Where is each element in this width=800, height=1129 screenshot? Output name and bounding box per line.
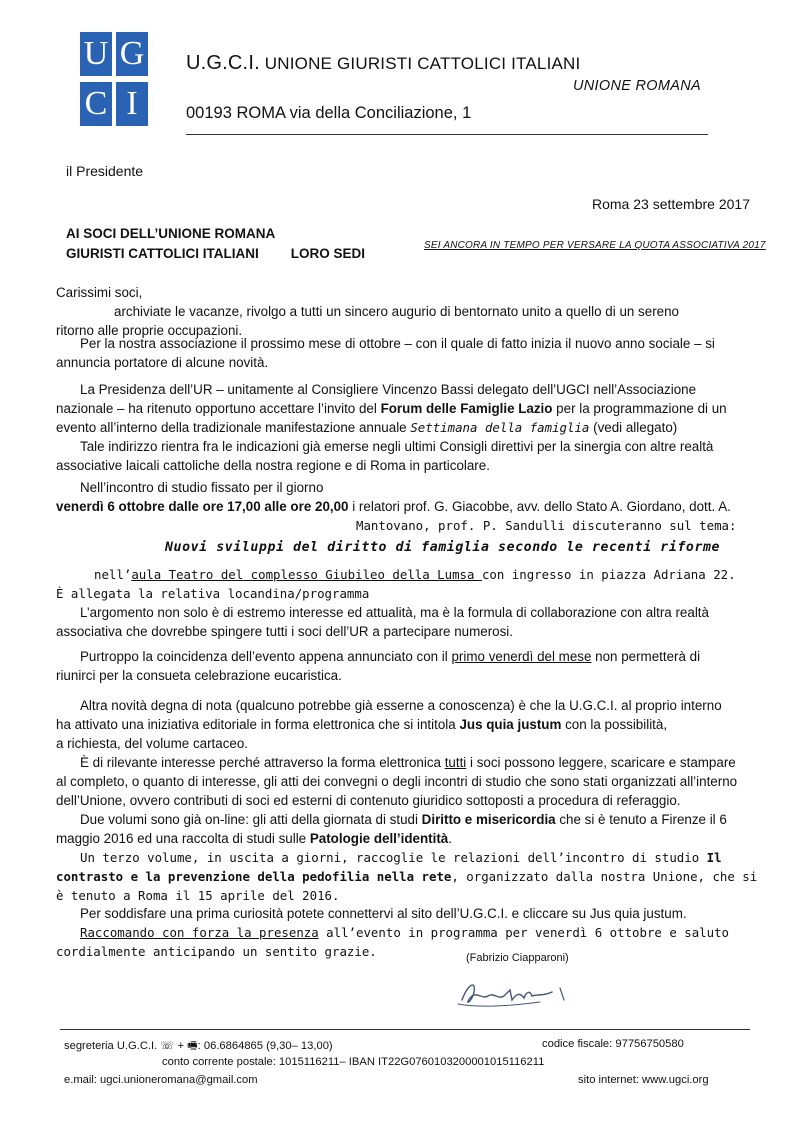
- para4-line2: associative laicali cattoliche della nostra regione e di Roma in particolare.: [56, 458, 490, 473]
- primo-venerdi: primo venerdì del mese: [451, 649, 592, 664]
- para9-text: con la possibilità,: [561, 717, 668, 732]
- para6-text: nell’: [94, 567, 132, 582]
- footer-website: sito internet: www.ugci.org: [578, 1074, 709, 1086]
- para1-line1: archiviate le vacanze, rivolgo a tutti un sincero augurio di bentornato unito a quello di un sereno: [114, 304, 679, 319]
- logo-letter-u: U: [80, 32, 112, 76]
- para12-text: Un terzo volume, in uscita a giorni, raccoglie le relazioni dell’incontro di studio: [80, 850, 707, 865]
- header-divider: [186, 134, 708, 135]
- logo-letter-c: C: [80, 82, 112, 126]
- para14-line1: [80, 923, 729, 942]
- jus-quia-justum: Jus quia justum: [459, 717, 562, 732]
- diritto-misericordia: Diritto e misericordia: [421, 812, 556, 827]
- raccomando: Raccomando con forza la presenza: [80, 925, 319, 940]
- footer-codice-fiscale: codice fiscale: 97756750580: [542, 1038, 684, 1050]
- para6-line1: [94, 565, 736, 584]
- para3-text: evento all’interno della tradizionale manifestazione annuale: [56, 420, 411, 435]
- para10-line2: al completo, o quanto di interesse, gli atti dei convegni o degli incontri di studio che sono stati organizzati all’interno: [56, 774, 738, 789]
- volume-title-start: Il: [706, 850, 722, 865]
- para6-text: con ingresso in piazza Adriana 22.: [481, 567, 736, 582]
- org-fullname: UNIONE GIURISTI CATTOLICI ITALIANI: [264, 54, 581, 73]
- org-name: [186, 52, 580, 75]
- para11-text: .: [448, 831, 452, 846]
- para8-line2: riunirci per la consueta celebrazione eucaristica.: [56, 668, 342, 683]
- president-label: il Presidente: [66, 163, 144, 179]
- para3-text: nazionale – ha ritenuto opportuno accettare l’invito del: [56, 401, 381, 416]
- footer-email: e.mail: ugci.unioneromana@gmail.com: [64, 1074, 258, 1086]
- para12-line3: è tenuto a Roma il 15 aprile del 2016.: [56, 888, 340, 903]
- para9-line1: Altra novità degna di nota (qualcuno potrebbe già esserne a conoscenza) è che la U.G.C.I. al proprio interno: [80, 698, 722, 713]
- handwritten-signature: [440, 970, 588, 1016]
- para10-line1: [80, 753, 736, 772]
- para4-line1: Tale indirizzo rientra fra le indicazioni già emerse negli ultimi Consigli direttivi per la sinergia con altre realtà: [80, 439, 714, 454]
- para9-text: ha attivato una iniziativa editoriale in forma elettronica che si intitola: [56, 717, 460, 732]
- para3-line3: [56, 418, 677, 437]
- para3-line1: La Presidenza dell’UR – unitamente al Consigliere Vincenzo Bassi delegato dell’UGCI nell’Associazione: [80, 382, 697, 397]
- para11-line1: [80, 810, 727, 829]
- para7-line2: associativa che dovrebbe spingere tutti i soci dell’UR a partecipare numerosi.: [56, 624, 514, 639]
- para13: Per soddisfare una prima curiosità potete connettervi al sito dell’U.G.C.I. e cliccare su Jus quia justum.: [80, 906, 687, 921]
- para8-text: Purtroppo la coincidenza dell’evento appena annunciato con il: [80, 649, 452, 664]
- addressee-org: GIURISTI CATTOLICI ITALIANI: [66, 246, 259, 261]
- para5-text: i relatori prof. G. Giacobbe, avv. dello Stato A. Giordano, dott. A.: [348, 499, 731, 514]
- para7-line1: L’argomento non solo è di estremo interesse ed attualità, ma è la formula di collaborazione con altra realtà: [80, 605, 709, 620]
- para5-line2: [56, 497, 731, 516]
- para14-line2: cordialmente anticipando un sentito grazie.: [56, 944, 377, 959]
- para11-text: Due volumi sono già on-line: gli atti della giornata di studi: [80, 812, 422, 827]
- volume-title-rest: contrasto e la prevenzione della pedofilia nella rete: [56, 869, 452, 884]
- letter-date: Roma 23 settembre 2017: [592, 196, 750, 212]
- patologie-identita: Patologie dell’identità: [309, 831, 449, 846]
- footer-segreteria: segreteria U.G.C.I. ☏ + 🖷: 06.6864865 (9,30– 13,00): [64, 1040, 333, 1052]
- para2-line2: annuncia portatore di alcune novità.: [56, 355, 269, 370]
- tutti-underlined: tutti: [444, 755, 467, 770]
- forum-famiglie: Forum delle Famiglie Lazio: [380, 401, 553, 416]
- event-venue: aula Teatro del complesso Giubileo della Lumsa: [131, 567, 482, 582]
- event-topic: Nuovi sviluppi del diritto di famiglia secondo le recenti riforme: [165, 540, 721, 555]
- signature-scribble-icon: [440, 970, 588, 1016]
- para1-line2: ritorno alle proprie occupazioni.: [56, 323, 243, 338]
- para12-line1: [80, 848, 722, 867]
- signatory-name: (Fabrizio Ciapparoni): [466, 952, 569, 964]
- para10-text: È di rilevante interesse perché attraverso la forma elettronica: [80, 755, 445, 770]
- logo-letter-g: G: [116, 32, 148, 76]
- para5-line1: Nell’incontro di studio fissato per il giorno: [80, 480, 324, 495]
- para10-line3: dell’Unione, ovvero contributi di soci ed esterni di contenuto giuridico sottoposti a procedura di referaggio.: [56, 793, 681, 808]
- para11-line2: [56, 829, 452, 848]
- para14-text: all’evento in programma per venerdì 6 ottobre e saluto: [318, 925, 730, 940]
- membership-reminder: SEI ANCORA IN TEMPO PER VERSARE LA QUOTA ASSOCIATIVA 2017: [424, 240, 766, 251]
- para3-text: (vedi allegato): [589, 420, 678, 435]
- org-address: 00193 ROMA via della Conciliazione, 1: [186, 104, 472, 122]
- ugci-logo: [80, 32, 150, 130]
- para3-line2: [56, 399, 727, 418]
- addressee-loro-sedi: LORO SEDI: [290, 246, 366, 261]
- logo-letter-i: I: [116, 82, 148, 126]
- footer-divider: [60, 1029, 750, 1030]
- para9-line3: a richiesta, del volume cartaceo.: [56, 736, 249, 751]
- addressee-line-1: AI SOCI DELL’UNIONE ROMANA: [66, 226, 276, 241]
- para11-text: che si è tenuto a Firenze il 6: [555, 812, 727, 827]
- settimana-famiglia: Settimana della famiglia: [410, 420, 590, 435]
- footer-conto-corrente: conto corrente postale: 1015116211– IBAN IT22G0760103200001015116211: [162, 1056, 545, 1068]
- para3-text: per la programmazione di un: [552, 401, 727, 416]
- para12-line2: [56, 867, 757, 886]
- para10-text: i soci possono leggere, scaricare e stampare: [466, 755, 736, 770]
- para2-line1: Per la nostra associazione il prossimo mese di ottobre – con il quale di fatto inizia il nuovo anno sociale – si: [80, 336, 715, 351]
- union-name: UNIONE ROMANA: [573, 78, 701, 94]
- event-date: venerdì 6 ottobre dalle ore 17,00 alle ore 20,00: [56, 499, 349, 514]
- para9-line2: [56, 715, 667, 734]
- para11-text: maggio 2016 ed una raccolta di studi sulle: [56, 831, 310, 846]
- para12-text: , organizzato dalla nostra Unione, che si: [451, 869, 758, 884]
- para8-line1: [80, 647, 700, 666]
- para8-text: non permetterà di: [591, 649, 701, 664]
- para6-line2: È allegata la relativa locandina/programma: [56, 586, 370, 601]
- para5-line3: Mantovano, prof. P. Sandulli discuteranno sul tema:: [356, 518, 737, 533]
- salutation: Carissimi soci,: [56, 285, 143, 300]
- org-abbr: U.G.C.I.: [186, 52, 260, 74]
- addressee-line-2: [66, 246, 365, 261]
